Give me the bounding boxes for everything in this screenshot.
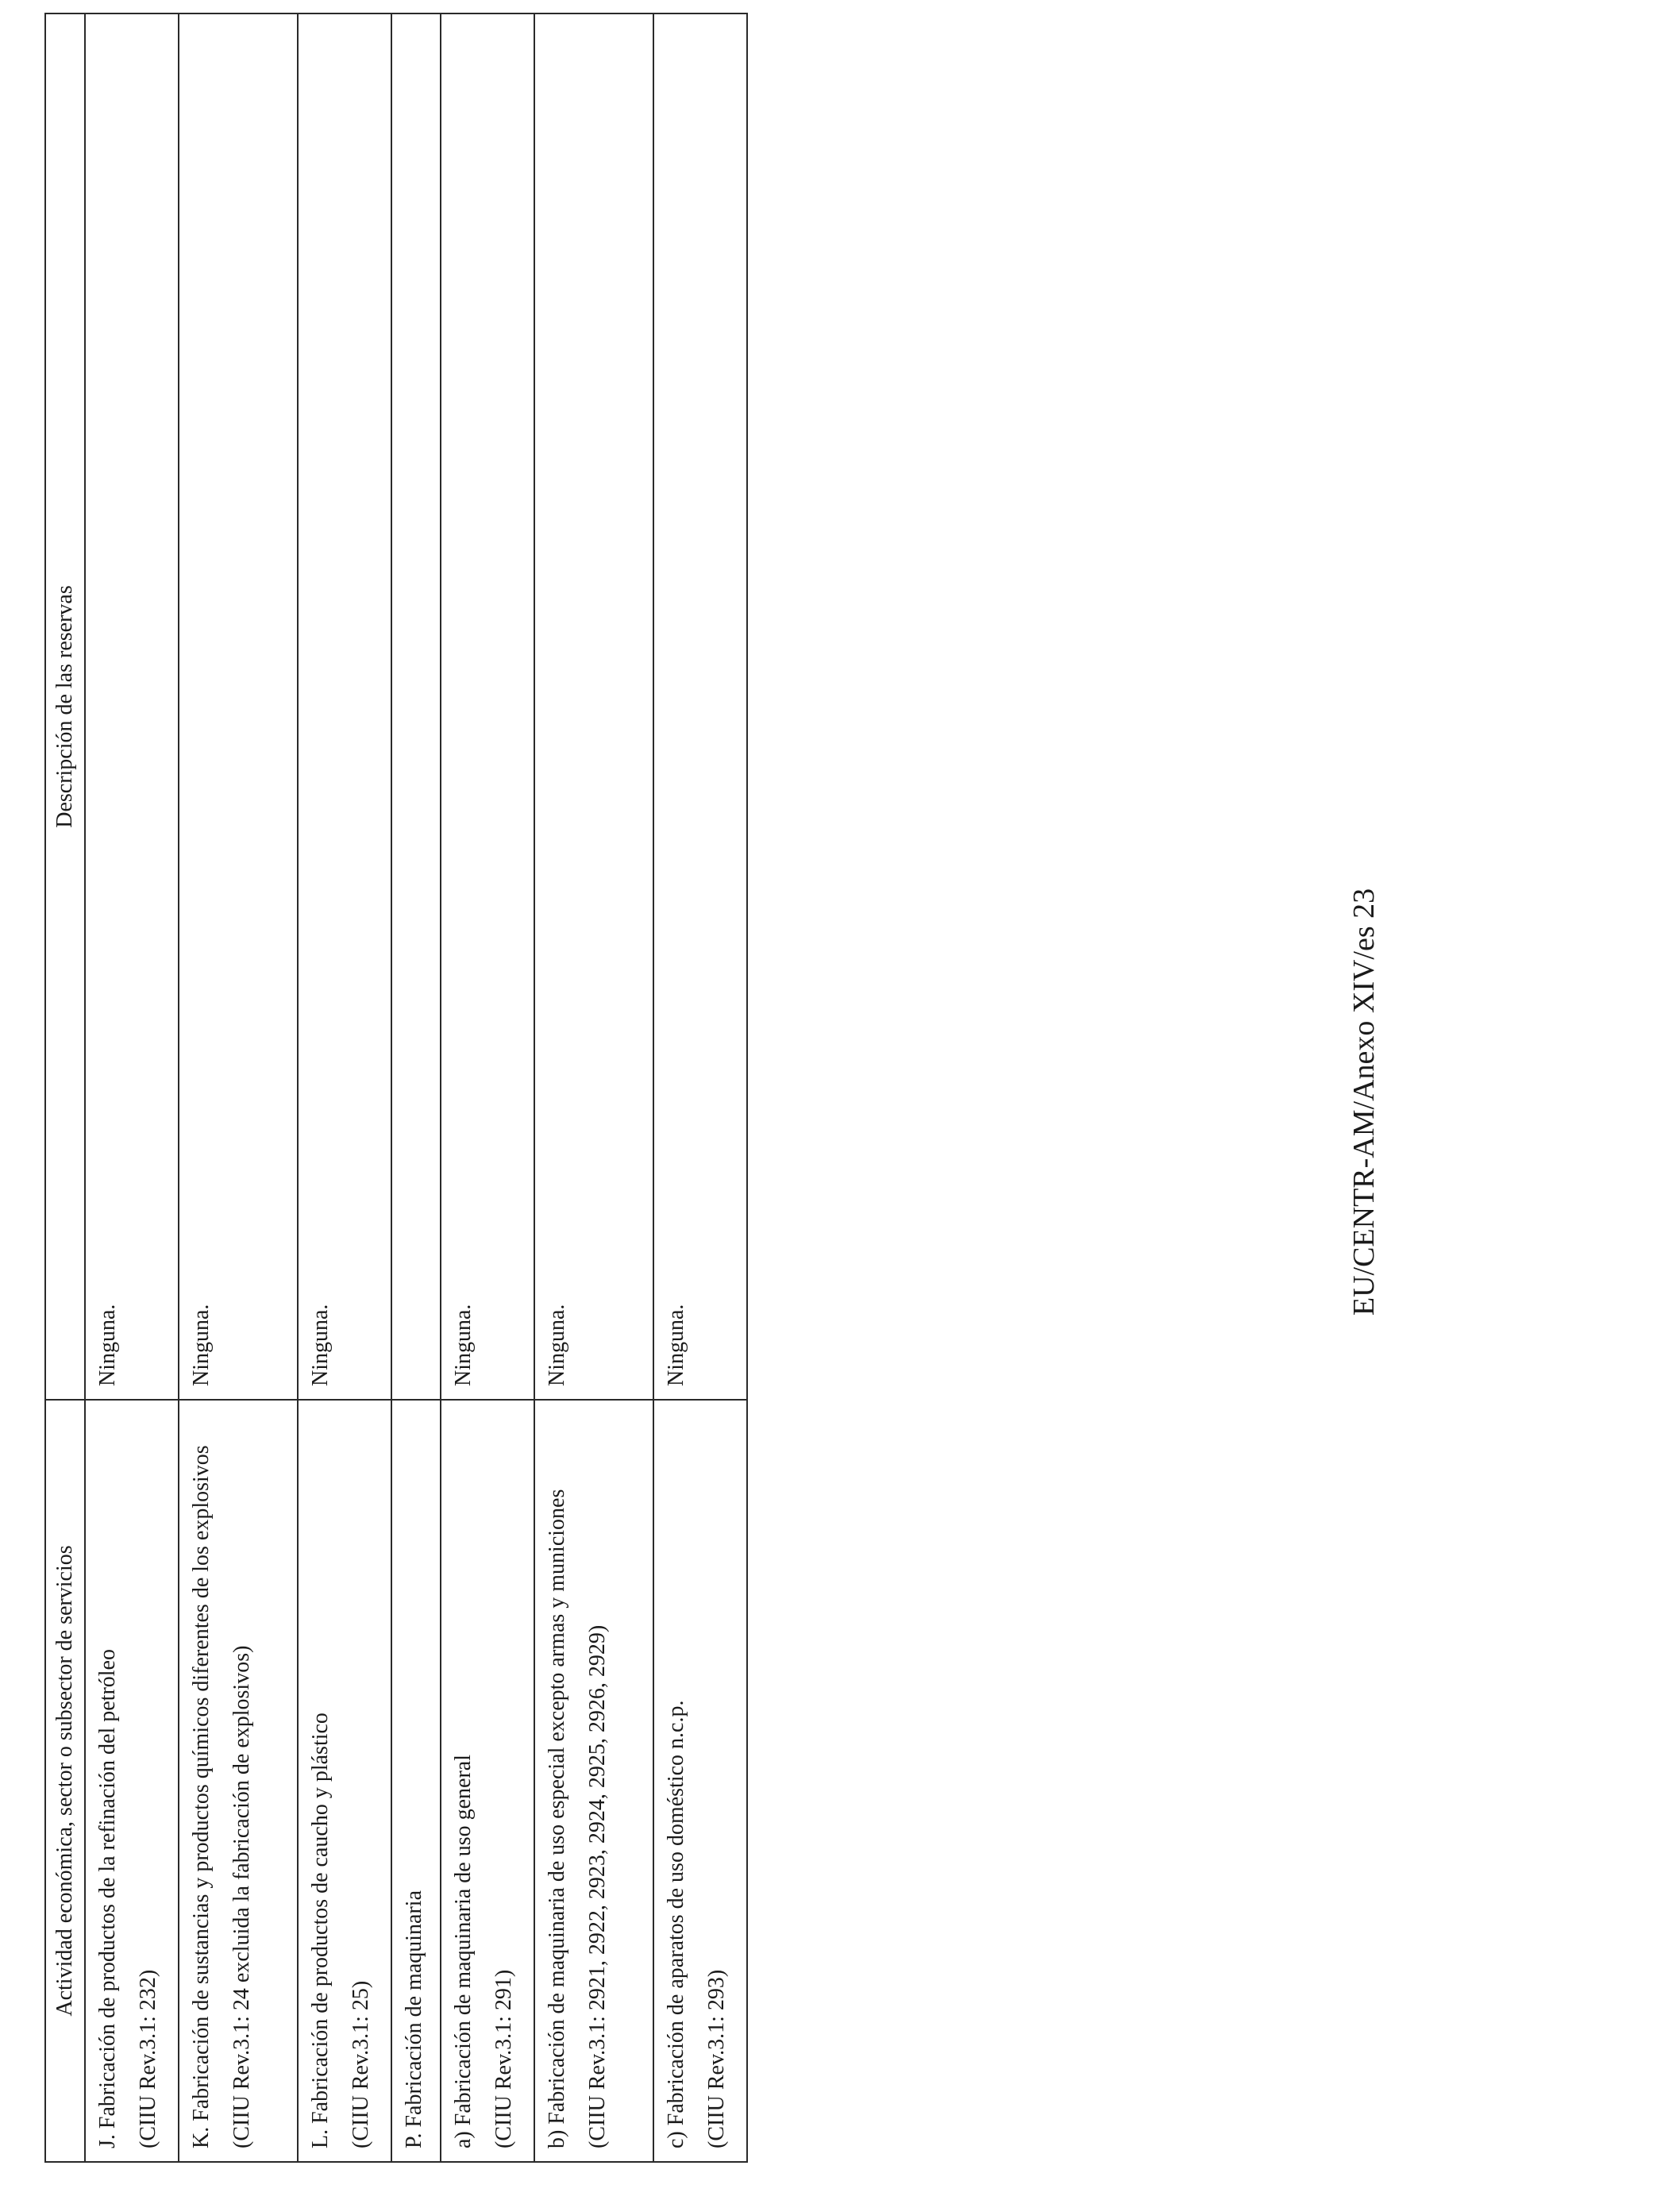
table-row xyxy=(298,13,391,2162)
activity-text: c) Fabricación de aparatos de uso doméstico n.c.p. xyxy=(664,1700,689,2148)
reserve-cell: Ninguna. xyxy=(534,13,653,1400)
table-row xyxy=(441,13,534,2162)
ciiu-code: (CIIU Rev.3.1: 232) xyxy=(135,1969,160,2148)
reserve-cell: Ninguna. xyxy=(298,13,391,1400)
activity-text: K. Fabricación de sustancias y productos químicos diferentes de los explosivos xyxy=(189,1445,214,2148)
section-heading-row xyxy=(391,13,441,2162)
section-heading: P. Fabricación de maquinaria xyxy=(391,1400,441,2162)
activity-text: L. Fabricación de productos de caucho y plástico xyxy=(308,1713,333,2148)
ciiu-code: (CIIU Rev.3.1: 24 excluida la fabricación de explosivos) xyxy=(229,1645,254,2148)
activity-cell xyxy=(441,1400,534,2162)
ciiu-code: (CIIU Rev.3.1: 293) xyxy=(703,1969,729,2148)
document-reference: EU/CENTR-AM/Anexo XIV/es 23 xyxy=(1347,888,1381,1316)
header-activity: Actividad económica, sector o subsector de servicios xyxy=(45,1400,85,2162)
activity-cell xyxy=(179,1400,298,2162)
activity-text: J. Fabricación de productos de la refinación del petróleo xyxy=(95,1649,121,2148)
activity-text: b) Fabricación de maquinaria de uso especial excepto armas y municiones xyxy=(545,1489,570,2148)
reserve-cell: Ninguna. xyxy=(85,13,179,1400)
activity-cell xyxy=(298,1400,391,2162)
header-description: Descripción de las reservas xyxy=(45,13,85,1400)
table-row xyxy=(653,13,747,2162)
ciiu-code: (CIIU Rev.3.1: 25) xyxy=(348,1980,373,2148)
activity-cell xyxy=(85,1400,179,2162)
reserve-cell: Ninguna. xyxy=(179,13,298,1400)
ciiu-code: (CIIU Rev.3.1: 291) xyxy=(491,1969,516,2148)
activity-text: a) Fabricación de maquinaria de uso general xyxy=(451,1754,476,2148)
table-header-row xyxy=(45,13,85,2162)
table-row xyxy=(179,13,298,2162)
section-heading-empty-cell xyxy=(391,13,441,1400)
ciiu-code: (CIIU Rev.3.1: 2921, 2922, 2923, 2924, 2925, 2926, 2929) xyxy=(584,1624,610,2148)
reserve-cell: Ninguna. xyxy=(441,13,534,1400)
table-row xyxy=(534,13,653,2162)
activity-cell xyxy=(534,1400,653,2162)
reserve-cell: Ninguna. xyxy=(653,13,747,1400)
activity-cell xyxy=(653,1400,747,2162)
table-row xyxy=(85,13,179,2162)
reserves-table xyxy=(44,13,748,2163)
